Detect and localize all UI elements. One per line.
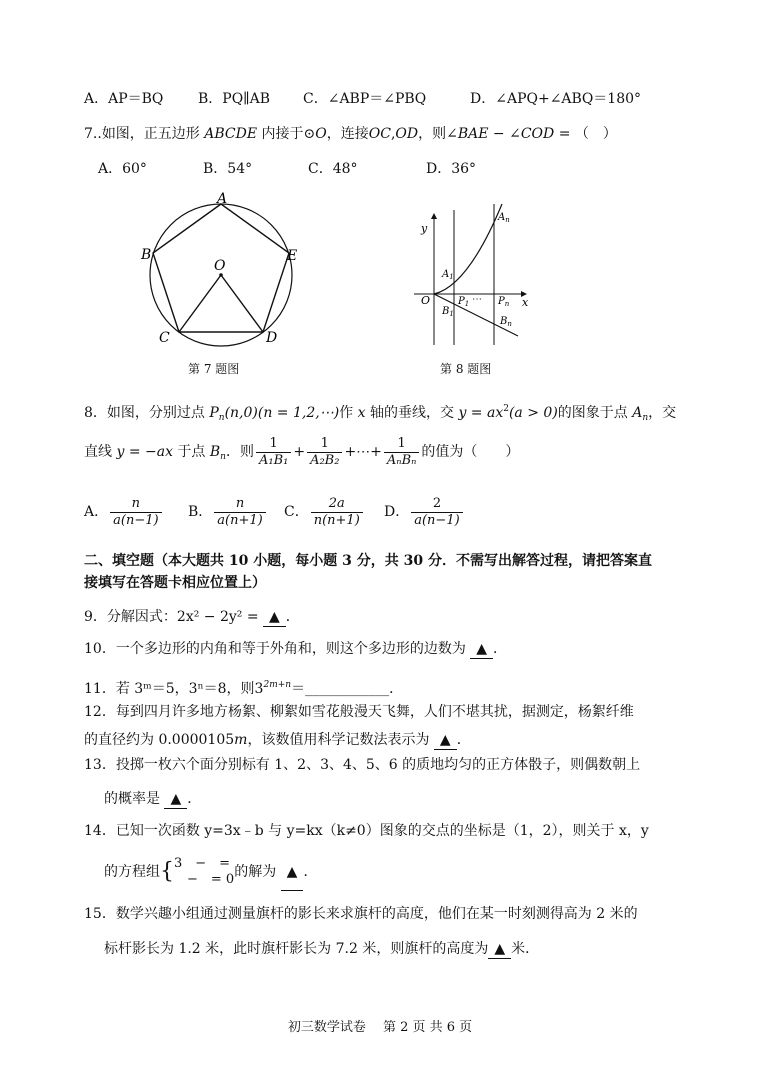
- q6-option-a: A．AP＝BQ: [84, 91, 164, 107]
- q12-text: 的直径约为 0.0000105: [84, 732, 235, 748]
- label-o: O: [421, 294, 431, 307]
- q12-line2: [84, 731, 471, 750]
- q6-options: [84, 90, 642, 108]
- fraction-2: [307, 436, 342, 469]
- q9-end: ．: [285, 609, 300, 625]
- figure-7-pentagon: [135, 190, 310, 350]
- q7-text: = （ ）: [554, 126, 617, 142]
- q13-text: 的概率是: [104, 791, 165, 807]
- label-a: A: [217, 191, 228, 207]
- equation-2: − = 0: [174, 872, 235, 887]
- answer-blank: ▲: [488, 940, 511, 959]
- den: A₁B₁: [258, 452, 289, 468]
- label-e: E: [287, 248, 298, 264]
- q8-coord: (n,0)(n = 1,2,⋯): [224, 405, 340, 421]
- section-2-heading: 二、填空题（本大题共 10 小题，每小题 3 分，共 30 分．不需写出解答过程，请把答案直: [84, 553, 652, 569]
- q10: [84, 640, 507, 659]
- q14-line1: 14．已知一次函数 y=3x﹣b 与 y=kx（k≠0）图象的交点的坐标是（1，2），则关于 x，y: [84, 823, 649, 839]
- sub: n: [642, 413, 649, 423]
- q7-options: [98, 160, 477, 178]
- label-dots: ⋯: [472, 294, 482, 305]
- den: A₂B₂: [310, 452, 340, 468]
- parabola: [434, 204, 502, 294]
- point-a: A: [632, 405, 643, 421]
- label-y: y: [421, 222, 428, 235]
- q7-text: ，连接: [326, 126, 369, 142]
- q13-line1: 13．投掷一枚六个面分别标有 1、2、3、4、5、6 的质地均匀的正方体骰子，则偶数朝上: [84, 757, 641, 773]
- figure-8-graph: [408, 200, 538, 350]
- q7-option-d: D．36°: [426, 161, 477, 177]
- q8-options: [84, 492, 460, 532]
- q7-segment-od: OD: [395, 126, 419, 142]
- q7-text: 如图，正五边形: [101, 126, 205, 142]
- q11-base: 3: [254, 681, 264, 697]
- label-pn: $P_n$: [498, 296, 510, 308]
- q8-stem-line2: 直线 y = −ax 于点 $B_n$．则 $\frac{1}{\text{A₁B₁}}$ + $\frac{1}{\text{A₂B₂}}$ +⋯+ $\frac{1}{\text{AₙBₙ}}$ 的值为（ ）: [84, 435, 520, 468]
- figure-7-caption: 第 7 题图: [188, 362, 240, 376]
- q8-text: 作: [339, 405, 358, 421]
- segment-oc: [179, 275, 221, 332]
- label-a1: $A_1$: [442, 269, 454, 281]
- q12-line1: 12．每到四月许多地方杨絮、柳絮如雪花般漫天飞舞，人们不堪其扰，据测定，杨絮纤维: [84, 704, 634, 720]
- q15-line2: [104, 940, 539, 959]
- q8-text: 直线: [84, 444, 117, 460]
- q14-end: ．: [303, 864, 318, 880]
- q12-unit: m: [234, 732, 248, 748]
- q8-text: 的图象于点: [557, 405, 633, 421]
- label-bn: $B_n$: [500, 316, 512, 328]
- q14-text: 的解为: [234, 864, 281, 880]
- q12-text: ，该数值用科学记数法表示为: [247, 732, 434, 748]
- q8-text: ．则: [225, 444, 254, 460]
- q11-eq: ＝: [291, 681, 306, 697]
- q15-end: 米．: [511, 941, 540, 957]
- q7-stem: [84, 125, 617, 143]
- q6-option-c: C．∠ABP＝∠PBQ: [303, 91, 427, 107]
- label-x: x: [522, 296, 529, 309]
- q8-condition: (a > 0): [508, 405, 558, 421]
- num: 1: [256, 436, 291, 453]
- label-c: C: [159, 330, 170, 346]
- page-footer: 初三数学试卷 第 2 页 共 6 页: [287, 1020, 473, 1035]
- label-b1: $B_1$: [442, 306, 454, 318]
- q6-option-b: B．PQ∥AB: [198, 91, 271, 107]
- equation-system: [174, 856, 234, 888]
- label-p1: $P_1$: [458, 296, 470, 308]
- q8-text: 的值为（ ）: [421, 444, 520, 460]
- answer-blank: ▲: [470, 640, 493, 659]
- sub: n: [218, 413, 225, 423]
- q11-end: ．: [389, 681, 404, 697]
- q8-text: +⋯+: [344, 444, 382, 460]
- x: x: [357, 405, 366, 421]
- q7-option-c: C．48°: [308, 161, 358, 177]
- q13-end: ．: [187, 791, 202, 807]
- num: 1: [307, 436, 342, 453]
- q12-end: ．: [456, 732, 471, 748]
- section-2-heading-cont: 接填写在答题卡相应位置上）: [84, 575, 266, 591]
- label-d: D: [266, 330, 278, 346]
- q8-text: 于点: [172, 444, 210, 460]
- label-b: B: [141, 247, 152, 263]
- q7-number: 7..: [84, 126, 102, 142]
- q8-text: 8．如图，分别过点: [84, 405, 210, 421]
- q7-expression: ∠BAE − ∠COD: [446, 126, 555, 142]
- q13-line2: [104, 790, 201, 809]
- q6-option-d: D．∠APQ+∠ABQ＝180°: [470, 91, 642, 107]
- q7-text: ,: [390, 126, 396, 142]
- answer-blank: ____________: [305, 681, 390, 697]
- brace: {: [160, 859, 174, 884]
- q10-end: ．: [493, 641, 508, 657]
- answer-blank: ▲: [434, 731, 457, 750]
- q14-line2: [104, 854, 317, 891]
- q7-polygon: ABCDE: [204, 126, 258, 142]
- q14-text: 的方程组: [104, 864, 160, 880]
- sup: 2: [503, 404, 509, 414]
- q8-option-d: D． $\frac{2}{a(n-1)}$: [384, 492, 465, 532]
- q8-option-b: B． $\frac{n}{a(n+1)}$: [188, 492, 268, 532]
- q7-option-b: B．54°: [203, 161, 253, 177]
- num: 1: [384, 436, 419, 453]
- q8-line: y = −ax: [116, 444, 173, 460]
- q7-circle-center: O: [315, 126, 327, 142]
- den: AₙBₙ: [386, 452, 417, 468]
- q11-text: 11．若 3ᵐ＝5，3ⁿ＝8，则: [84, 681, 255, 697]
- answer-blank: ▲: [281, 854, 304, 891]
- point-b: B: [209, 444, 221, 460]
- q7-text: 内接于⊙: [257, 126, 316, 142]
- q8-stem-line1: [84, 400, 676, 427]
- q7-option-a: A．60°: [98, 161, 147, 177]
- q8-parabola: y = ax: [458, 405, 504, 421]
- point-p: P: [209, 405, 219, 421]
- q9-text: 9．分解因式：2x² − 2y² =: [84, 609, 264, 625]
- q8-option-a: A． $\frac{n}{a(n-1)}$: [84, 504, 164, 520]
- answer-blank: ▲: [164, 790, 187, 809]
- sub: n: [220, 452, 226, 462]
- q7-segment-oc: OC: [368, 126, 391, 142]
- fraction-1: [256, 436, 291, 469]
- q7-text: ，则: [418, 126, 447, 142]
- equation-1: 3 − =: [174, 856, 231, 871]
- fraction-n: [384, 436, 419, 469]
- q8-text: ，交: [648, 405, 677, 421]
- q15-line1: 15．数学兴趣小组通过测量旗杆的影长来求旗杆的高度，他们在某一时刻测得高为 2 米的: [84, 906, 638, 922]
- q15-text: 标杆影长为 1.2 米，此时旗杆影长为 7.2 米，则旗杆的高度为: [104, 941, 489, 957]
- q11-exp: 2m+n: [263, 680, 292, 690]
- label-o: O: [214, 258, 226, 274]
- segment-od: [221, 275, 263, 332]
- q8-option-c: C． $\frac{2a}{n(n+1)}$: [284, 492, 365, 532]
- answer-blank: ▲: [263, 608, 286, 627]
- q10-text: 10．一个多边形的内角和等于外角和，则这个多边形的边数为: [84, 641, 471, 657]
- label-an: $A_n$: [498, 212, 510, 224]
- figure-8-caption: 第 8 题图: [440, 362, 492, 376]
- q9: [84, 608, 300, 627]
- q11: [84, 676, 403, 698]
- q8-text: 轴的垂线，交: [365, 405, 459, 421]
